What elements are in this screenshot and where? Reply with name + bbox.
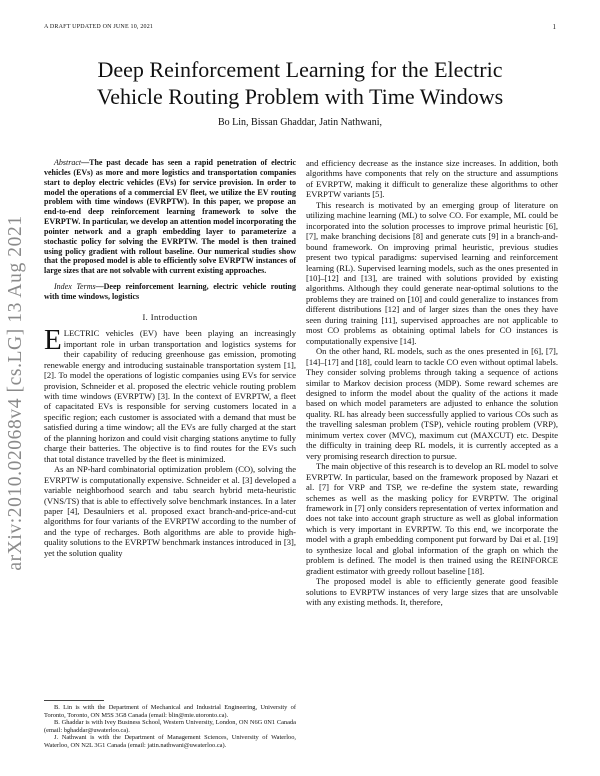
footnote-3: J. Nathwani is with the Department of Management Sciences, University of Waterloo, Waterloo, ON N2L 3G1 Canada (email: jatin.nathwani@uwaterloo.ca). [44,734,296,749]
right-paragraph-5: The proposed model is able to efficiently generate good feasible solutions to EVRPTW instances of very large sizes that are unsolvable with any existing methods. It, therefore, [306,576,558,608]
title-line-2: Vehicle Routing Problem with Time Windows [96,84,504,109]
arxiv-stamp [5,178,27,608]
footnote-rule [44,700,104,701]
intro-paragraph-1-text: LECTRIC vehicles (EV) have been playing an increasingly important role in urban transportation and logistics systems for their capability of reducing greenhouse gas emission, promoting renewable energy and introducing sustainable transportation system [1], [2]. To model the operations of logistic companies using EVs for service provision, Schneider et al. proposed the electric vehicle routing problem with time windows (EVRPTW) [3]. In the context of EVRPTW, a fleet of capacitated EVs is responsible for serving customers located in a specific region; each customer is associated with a demand that must be satisfied during a time window; all the EVs are fully charged at the start of the planning horizon and could visit charging stations anytime to fully charge their batteries. The objective is to find routes for the EVs such that total distance travelled by the fleet is minimized. [44,328,296,464]
right-paragraph-3: On the other hand, RL models, such as the ones presented in [6], [7], [14]–[17] and [18], could learn to tackle CO even without optimal labels. They consider solving problems through taking a sequence of actions similar to Markov decision process (MDP). Some reward schemes are designed to inform the model about the quality of the actions it made based on which model parameters are adjusted to enhance the solution quality. RL has already been successfully applied to various COs such as the travelling salesman problem (TSP), vehicle routing problem (VRP), minimum vertex cover (MVC), maximum cut (MAXCUT) etc. Despite the difficulty in training deep RL models, it is currently accepted as a very promising research direction to pursue. [306,346,558,461]
arxiv-stamp-text: arXiv:2010.02068v4 [cs.LG] 13 Aug 2021 [5,215,26,571]
intro-paragraph-2: As an NP-hard combinatorial optimization problem (CO), solving the EVRPTW is computationally expensive. Schneider et al. [3] developed a variable neighborhood search and tabu search hybrid meta-heuristic (VNS/TS) that is able to effectively solve benchmark instances. In a later paper [4], Desaulniers et al. proposed exact branch-and-price-and-cut algorithms for four variants of the EVRPTW according to the number of and the type of recharges. Both algorithms are able to provide high-quality solutions to the EVRPTW benchmark instances introduced in [3], yet the solution quality [44,464,296,558]
index-terms-text: —Deep reinforcement learning, electric vehicle routing with time windows, logistics [44,282,296,301]
footnotes [44,704,296,750]
footnote-2: B. Ghaddar is with Ivey Business School, Western University, London, ON N6G 0N1 Canada (email: bghaddar@uwaterloo.ca). [44,719,296,734]
abstract-label: Abstract [54,158,82,167]
abstract-text: —The past decade has seen a rapid penetration of electric vehicles (EVs) as more and more logistics and transportation companies start to deploy electric vehicles (EVs) for service provision. In order to model the operations of a commercial EV fleet, we utilize the EV routing problem with time windows (EVRPTW). In this paper, we propose an end-to-end deep reinforcement learning framework to solve the EVRPTW. In particular, we develop an attention model incorporating the pointer network and a graph embedding layer to parameterize a stochastic policy for solving the EVRPTW. The model is then trained using policy gradient with rollout baseline. Our numerical studies show that the proposed model is able to efficiently solve EVRPTW instances of large sizes that are not solvable with current existing approaches. [44,158,296,276]
index-terms-label: Index Terms [54,282,96,292]
footnote-1: B. Lin is with the Department of Mechanical and Industrial Engineering, University of Toronto, Toronto, ON M5S 3G8 Canada (email: blin@mie.utoronto.ca). [44,704,296,719]
right-paragraph-4: The main objective of this research is to develop an RL model to solve EVRPTW. In particular, based on the framework proposed by Nazari et al. [7] for VRP and TSP, we re-define the system state, rewarding schemes as well as the masking policy for EVRPTW. The original framework in [7] only considers representation of vertex information and does not take into account graph structure as well as global information which is very important in EVRPTW. To this end, we incorporate the model with a graph embedding component put forward by Dai et al. [19] to synthesize local and global information of the graph on which the problem is defined. The model is then trained using the REINFORCE gradient estimator with greedy rollout baseline [18]. [306,461,558,576]
index-terms [44,282,296,302]
drop-cap: E [44,324,62,357]
page-number: 1 [552,23,556,31]
right-column [306,158,558,607]
right-paragraph-2: This research is motivated by an emerging group of literature on utilizing machine learning (ML) to solve CO. For example, ML could be incorporated into the solution processes to improve primal heuristic [6], [7], make branching decisions [8] and generate cuts [9] in a branch-and-bound framework. On improving primal heuristic, previous studies present two typical paradigms: supervised learning and reinforcement learning (RL). Supervised learning models, such as the ones presented in [10]–[12] and [13], are trained with solutions provided by existing algorithms. Although they could generate near-optimal solutions to the problems they are trained on [10] and could generalize to instances from different distributions [12] and of larger sizes than the ones they have seen during training [11], supervised approaches are not applicable to most CO problems as obtaining optimal labels for CO instances is computationally expensive [14]. [306,199,558,346]
section-heading: I. Introduction [142,311,198,322]
abstract [44,158,296,276]
right-paragraph-1: and efficiency decrease as the instance size increases. In addition, both algorithms have components that rely on the structure and assumptions of EVRPTW, making it difficult to generalize these algorithms to other EVRPTW variants [5]. [306,158,558,200]
left-column [44,158,296,558]
title-line-1: Deep Reinforcement Learning for the Electric [97,57,503,82]
running-head: A DRAFT UPDATED ON JUNE 10, 2021 [44,24,154,30]
authors: Bo Lin, Bissan Ghaddar, Jatin Nathwani, [217,117,383,128]
paper-title [40,56,560,110]
intro-paragraph-1 [44,324,296,464]
